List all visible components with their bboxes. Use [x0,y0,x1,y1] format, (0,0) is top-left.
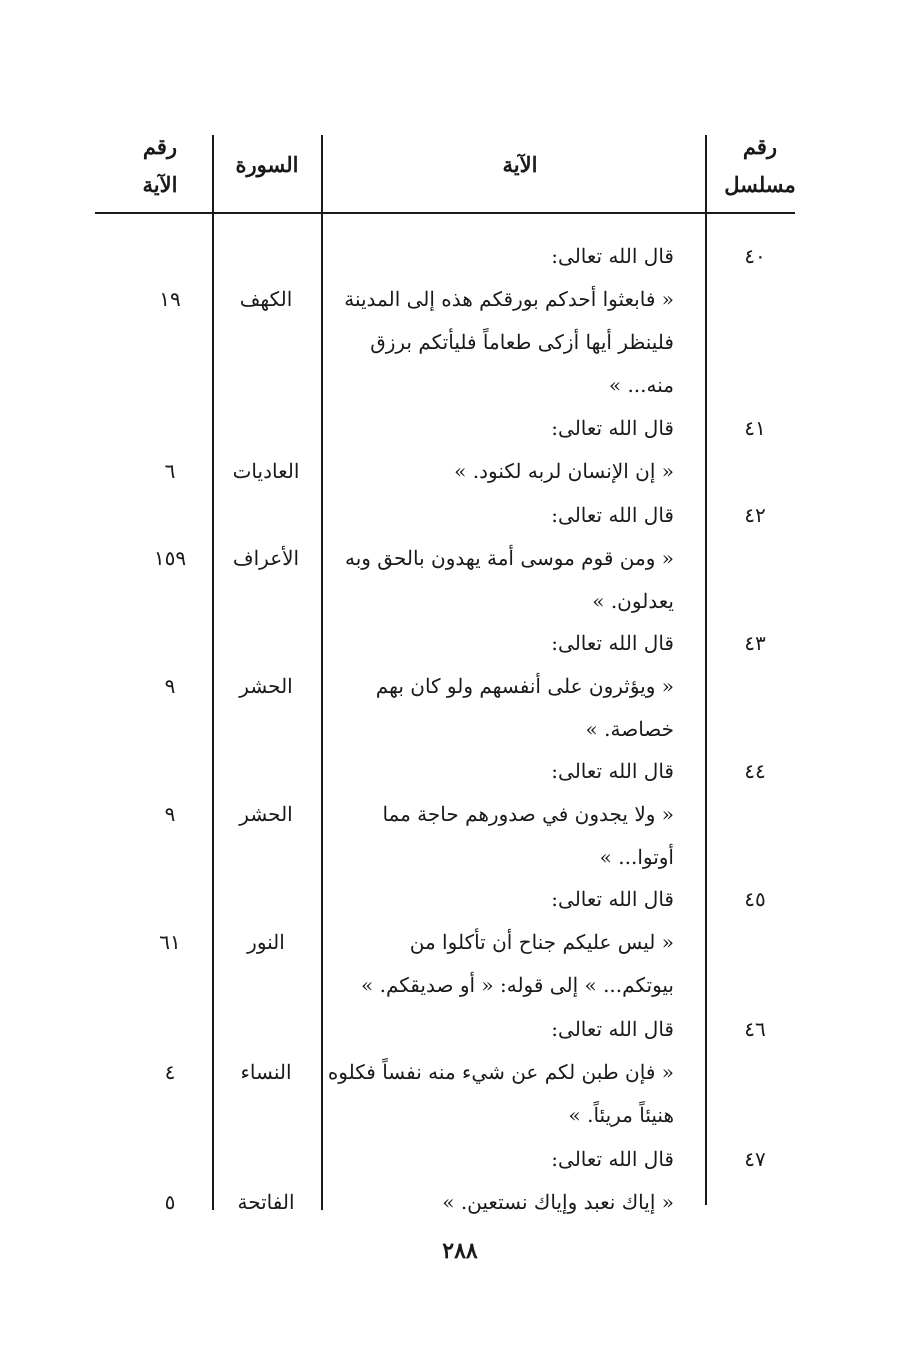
verse-text [322,235,674,407]
verse-number: ٦١ [159,930,181,954]
serial-number: ٤٦ [744,1017,766,1041]
verse-line: فلينظر أيها أزكى طعاماً فليأتكم برزق [370,330,674,354]
surah-name: الأعراف [232,546,300,570]
verse-number: ١٥٩ [153,546,187,570]
header-serial-number: رقم مسلسل [724,134,796,197]
page-number: ٢٨٨ [442,1238,478,1264]
verse-intro: قال الله تعالى: [551,631,674,655]
verse-intro: قال الله تعالى: [551,759,674,783]
verse-number: ٥ [164,1190,176,1214]
serial-number: ٤٥ [744,887,766,911]
header-surah: السورة [235,152,299,177]
verse-text [322,622,674,751]
verse-text [322,407,674,493]
surah-name: الكهف [239,287,293,311]
verse-line: خصاصة. » [585,717,674,741]
header-divider [95,212,795,214]
column-divider-ayah [212,135,214,1210]
verse-text [322,1138,674,1224]
serial-number: ٤٠ [744,244,766,268]
verse-intro: قال الله تعالى: [551,1147,674,1171]
verse-intro: قال الله تعالى: [551,416,674,440]
verse-line: منه... » [608,373,674,397]
verse-line: « ولا يجدون في صدورهم حاجة مما [382,802,674,826]
verse-text [322,494,674,623]
verse-intro: قال الله تعالى: [551,503,674,527]
verse-intro: قال الله تعالى: [551,1017,674,1041]
surah-name: الحشر [239,802,293,826]
serial-number: ٤١ [744,416,766,440]
verse-line: « فابعثوا أحدكم بورقكم هذه إلى المدينة [344,287,674,311]
verse-number: ١٩ [159,287,181,311]
header-verse-number: رقم الآية [142,134,178,197]
serial-number: ٤٤ [744,759,766,783]
header-verse: الآية [502,152,538,177]
verse-intro: قال الله تعالى: [551,887,674,911]
verse-text [322,750,674,879]
verse-number: ٩ [164,674,176,698]
verse-line: يعدلون. » [592,589,674,613]
verse-line: « ليس عليكم جناح أن تأكلوا من [409,930,674,954]
serial-number: ٤٧ [744,1147,766,1171]
verse-line: « ويؤثرون على أنفسهم ولو كان بهم [375,674,674,698]
serial-number: ٤٢ [744,503,766,527]
verse-line: هنيئاً مريئاً. » [568,1103,674,1127]
column-divider-verse [705,135,707,1205]
surah-name: النور [247,930,285,954]
serial-number: ٤٣ [744,631,766,655]
verse-number: ٤ [164,1060,176,1084]
verse-text [322,1008,674,1137]
verse-number: ٦ [164,459,176,483]
surah-name: الفاتحة [237,1190,295,1214]
verse-line: بيوتكم... » إلى قوله: « أو صديقكم. » [361,973,674,997]
verse-line: « فإن طبن لكم عن شيء منه نفساً فكلوه [327,1060,674,1084]
verse-line: « ومن قوم موسى أمة يهدون بالحق وبه [345,546,674,570]
verse-line: « إن الإنسان لربه لكنود. » [454,459,674,483]
verse-text [322,878,674,1007]
verse-intro: قال الله تعالى: [551,244,674,268]
surah-name: العاديات [232,459,300,483]
verse-line: « إياك نعبد وإياك نستعين. » [442,1190,674,1214]
surah-name: النساء [240,1060,292,1084]
surah-name: الحشر [239,674,293,698]
verse-number: ٩ [164,802,176,826]
verse-line: أوتوا... » [599,845,674,869]
